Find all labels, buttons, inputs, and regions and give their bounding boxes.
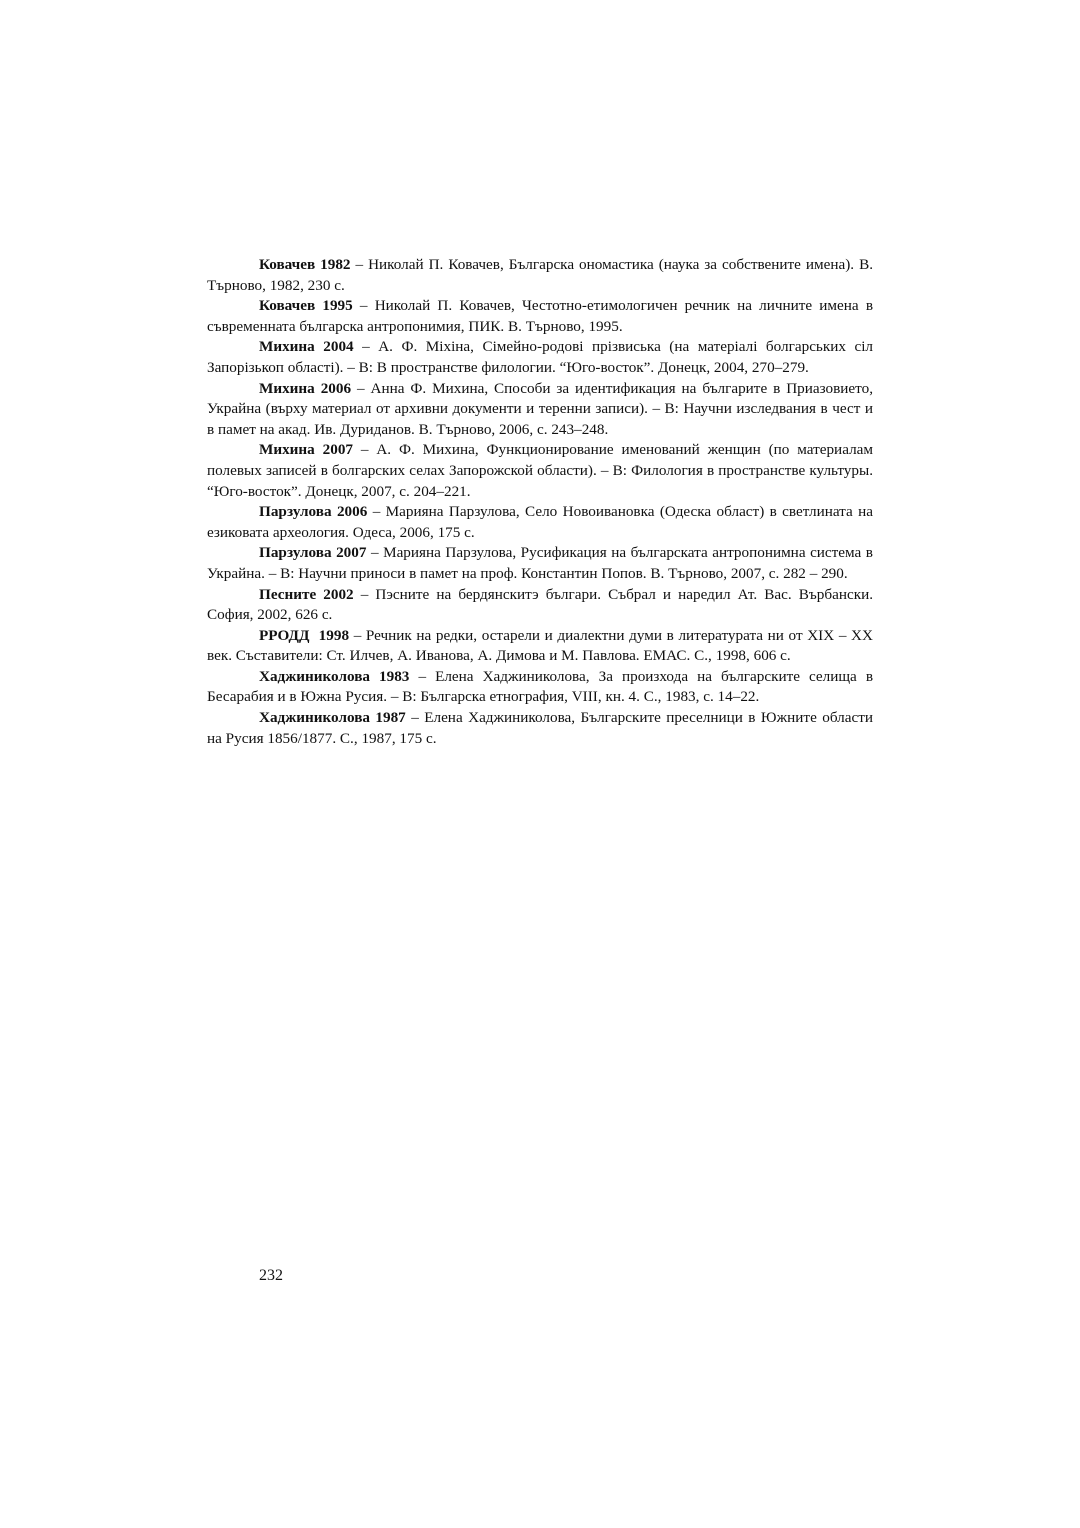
reference-text: – Анна Ф. Михина, Способи за идентификация на българите в Приазовието, Украйна (върху материал от архивни документи и теренни записи). – В: Научни изследвания в чест и в памет на акад. Ив. Дуриданов. В. Търново, 2006, с. 243–248.	[207, 379, 874, 438]
reference-entry	[207, 379, 873, 441]
reference-text: – Елена Хаджиниколова, Българските преселници в Южните области на Русия 1856/1877. С., 1987, 175 с.	[207, 709, 873, 747]
reference-key: Ковачев 1982	[259, 256, 351, 273]
reference-entry	[207, 440, 873, 502]
reference-key: Ковачев 1995	[259, 297, 353, 315]
reference-entry	[207, 337, 873, 378]
reference-key: Парзулова 2006	[259, 503, 368, 521]
reference-text: – Николай П. Ковачев, Честотно-етимологичен речник на личните имена в съвременната българска антропонимия, ПИК. В. Търново, 1995.	[207, 297, 874, 335]
reference-text: – А. Ф. Михина, Функционирование именований женщин (по материалам полевых записей в болгарских селах Запорожской области). – В: Филология в пространстве культуры. “Юго-восток”. Донецк, 2007, с. 204–221.	[207, 441, 873, 500]
reference-text: – Речник на редки, остарели и диалектни думи в литературата ни от XIX – XX век. Съставители: Ст. Илчев, А. Иванова, А. Димова и М. Павлова. ЕМАС. С., 1998, 606 с.	[207, 626, 873, 665]
reference-entry	[207, 585, 873, 626]
reference-key: Хаджиниколова 1987	[259, 709, 406, 727]
reference-entry	[207, 626, 873, 667]
reference-key: Михина 2006	[259, 379, 352, 397]
reference-entry	[207, 502, 873, 543]
page-number: 232	[259, 1267, 283, 1284]
reference-key: Хаджиниколова 1983	[259, 667, 410, 685]
reference-entry	[207, 667, 873, 708]
reference-text: – А. Ф. Міхіна, Сімейно-родові прізвиська (на матеріалі болгарських сіл Запорізькоп області). – В: В пространстве филологии. “Юго-восток”. Донецк, 2004, 270–279.	[207, 338, 873, 376]
reference-key: Михина 2004	[259, 338, 354, 356]
reference-text: – Марияна Парзулова, Русификация на българската антропонимна система в Украйна. – В: Научни приноси в памет на проф. Константин Попов. В. Търново, 2007, с. 282 – 290.	[207, 544, 873, 582]
reference-key: Парзулова 2007	[259, 544, 367, 562]
reference-entry	[207, 255, 873, 296]
reference-key: РРОДД 1998	[259, 626, 350, 644]
reference-entry	[207, 543, 873, 584]
bibliography-list	[207, 255, 873, 749]
reference-text: – Николай П. Ковачев, Българска ономастика (наука за собствените имена). В. Търново, 1982, 230 с.	[207, 256, 873, 294]
reference-entry	[207, 708, 873, 749]
reference-key: Михина 2007	[259, 441, 354, 459]
reference-text: – Елена Хаджиниколова, За произхода на българските селища в Бесарабия и в Южна Русия. – В: Българска етнография, VIII, кн. 4. С., 1983, с. 14–22.	[207, 667, 874, 706]
reference-text: – Марияна Парзулова, Село Новоивановка (Одеска област) в светлината на езиковата археология. Одеса, 2006, 175 с.	[207, 503, 873, 541]
reference-key: Песните 2002	[259, 585, 354, 603]
reference-text: – Пэсните на бердянскитэ българи. Събрал и наредил Ат. Вас. Върбански. София, 2002, 626 с.	[207, 585, 873, 624]
reference-entry	[207, 296, 873, 337]
